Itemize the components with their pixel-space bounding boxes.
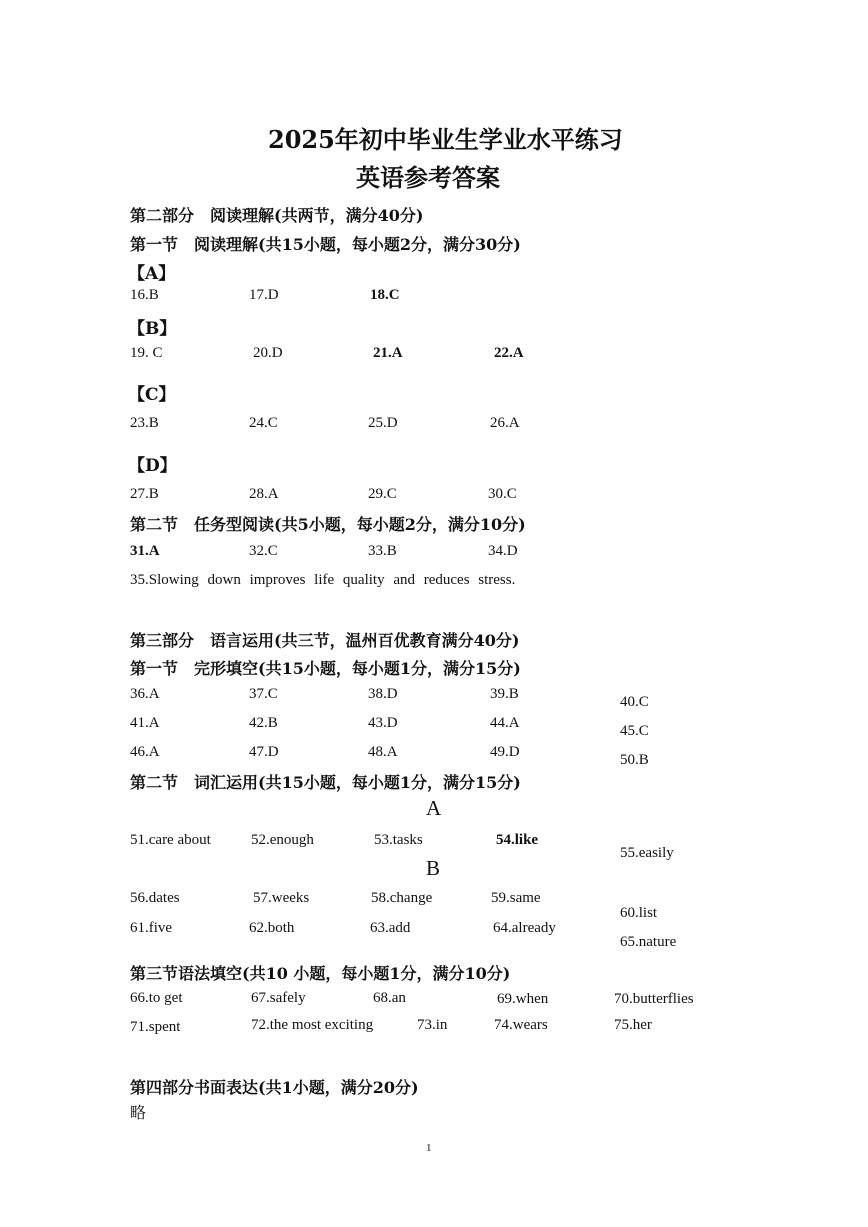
answer-37: 37.C (249, 686, 278, 702)
part2-heading: 第二部分 阅读理解(共两节，满分40分) (130, 206, 424, 225)
answer-22: 22.A (494, 345, 524, 361)
answer-45: 45.C (620, 723, 649, 739)
document-subtitle: 英语参考答案 (356, 163, 500, 192)
answer-51: 51.care about (130, 832, 211, 848)
answer-40: 40.C (620, 694, 649, 710)
answer-28: 28.A (249, 486, 279, 502)
vocab-a-label: A (426, 796, 442, 820)
answer-69: 69.when (497, 991, 549, 1007)
answer-70: 70.butterflies (614, 991, 694, 1007)
answer-42: 42.B (249, 715, 278, 731)
answer-44: 44.A (490, 715, 520, 731)
answer-20: 20.D (253, 345, 283, 361)
answer-48: 48.A (368, 744, 398, 760)
answer-38: 38.D (368, 686, 398, 702)
passage-c-label: 【C】 (128, 385, 176, 405)
answer-68: 68.an (373, 990, 406, 1006)
answer-56: 56.dates (130, 890, 180, 906)
answer-16: 16.B (130, 287, 159, 303)
part4-heading: 第四部分书面表达(共1小题，满分20分) (130, 1078, 419, 1097)
answer-50: 50.B (620, 752, 649, 768)
answer-24: 24.C (249, 415, 278, 431)
answer-61: 61.five (130, 920, 173, 936)
part2-section2-heading: 第二节 任务型阅读(共5小题，每小题2分，满分10分) (130, 515, 526, 534)
answer-23: 23.B (130, 415, 159, 431)
answer-63: 63.add (370, 920, 411, 936)
part2-section1-heading: 第一节 阅读理解(共15小题，每小题2分，满分30分) (130, 235, 521, 254)
answer-21: 21.A (373, 345, 403, 361)
part4-answer: 略 (130, 1105, 147, 1122)
answer-43: 43.D (368, 715, 398, 731)
part3-heading: 第三部分 语言运用(共三节，温州百优教育满分40分) (130, 631, 520, 650)
answer-36: 36.A (130, 686, 160, 702)
answer-30: 30.C (488, 486, 517, 502)
passage-b-label: 【B】 (128, 319, 177, 339)
part3-section1-heading: 第一节 完形填空(共15小题，每小题1分，满分15分) (130, 659, 521, 678)
answer-19: 19. C (130, 345, 163, 361)
answer-27: 27.B (130, 486, 159, 502)
answer-75: 75.her (614, 1017, 652, 1033)
answer-72: 72.the most exciting (251, 1017, 374, 1033)
answer-41: 41.A (130, 715, 160, 731)
part3-section2-heading: 第二节 词汇运用(共15小题，每小题1分，满分15分) (130, 773, 521, 792)
answer-66: 66.to get (130, 990, 183, 1006)
part3-section3-heading: 第三节语法填空(共10 小题，每小题1分，满分10分) (130, 964, 511, 983)
answer-55: 55.easily (620, 845, 674, 861)
answer-58: 58.change (371, 890, 433, 906)
vocab-b-label: B (426, 856, 441, 880)
answer-26: 26.A (490, 415, 520, 431)
answer-73: 73.in (417, 1017, 448, 1033)
answer-39: 39.B (490, 686, 519, 702)
answer-46: 46.A (130, 744, 160, 760)
answer-35: 35.Slowing down improves life quality and reduces stress. (130, 572, 516, 588)
answer-64: 64.already (493, 920, 556, 936)
answer-32: 32.C (249, 543, 278, 559)
answer-62: 62.both (249, 920, 295, 936)
document-title: 2025年初中毕业生学业水平练习 (268, 125, 623, 154)
answer-17: 17.D (249, 287, 279, 303)
answer-34: 34.D (488, 543, 518, 559)
answer-59: 59.same (491, 890, 541, 906)
answer-18: 18.C (370, 287, 400, 303)
answer-65: 65.nature (620, 934, 677, 950)
passage-a-label: 【A】 (128, 264, 176, 284)
answer-57: 57.weeks (253, 890, 310, 906)
answer-49: 49.D (490, 744, 520, 760)
passage-d-label: 【D】 (128, 456, 177, 476)
answer-60: 60.list (620, 905, 658, 921)
answer-33: 33.B (368, 543, 397, 559)
answer-67: 67.safely (251, 990, 306, 1006)
answer-31: 31.A (130, 543, 160, 559)
answer-52: 52.enough (251, 832, 314, 848)
answer-53: 53.tasks (374, 832, 423, 848)
answer-25: 25.D (368, 415, 398, 431)
answer-29: 29.C (368, 486, 397, 502)
answer-47: 47.D (249, 744, 279, 760)
answer-54: 54.like (496, 832, 539, 848)
page-number: 1 (426, 1142, 432, 1154)
answer-74: 74.wears (494, 1017, 548, 1033)
answer-71: 71.spent (130, 1019, 181, 1035)
